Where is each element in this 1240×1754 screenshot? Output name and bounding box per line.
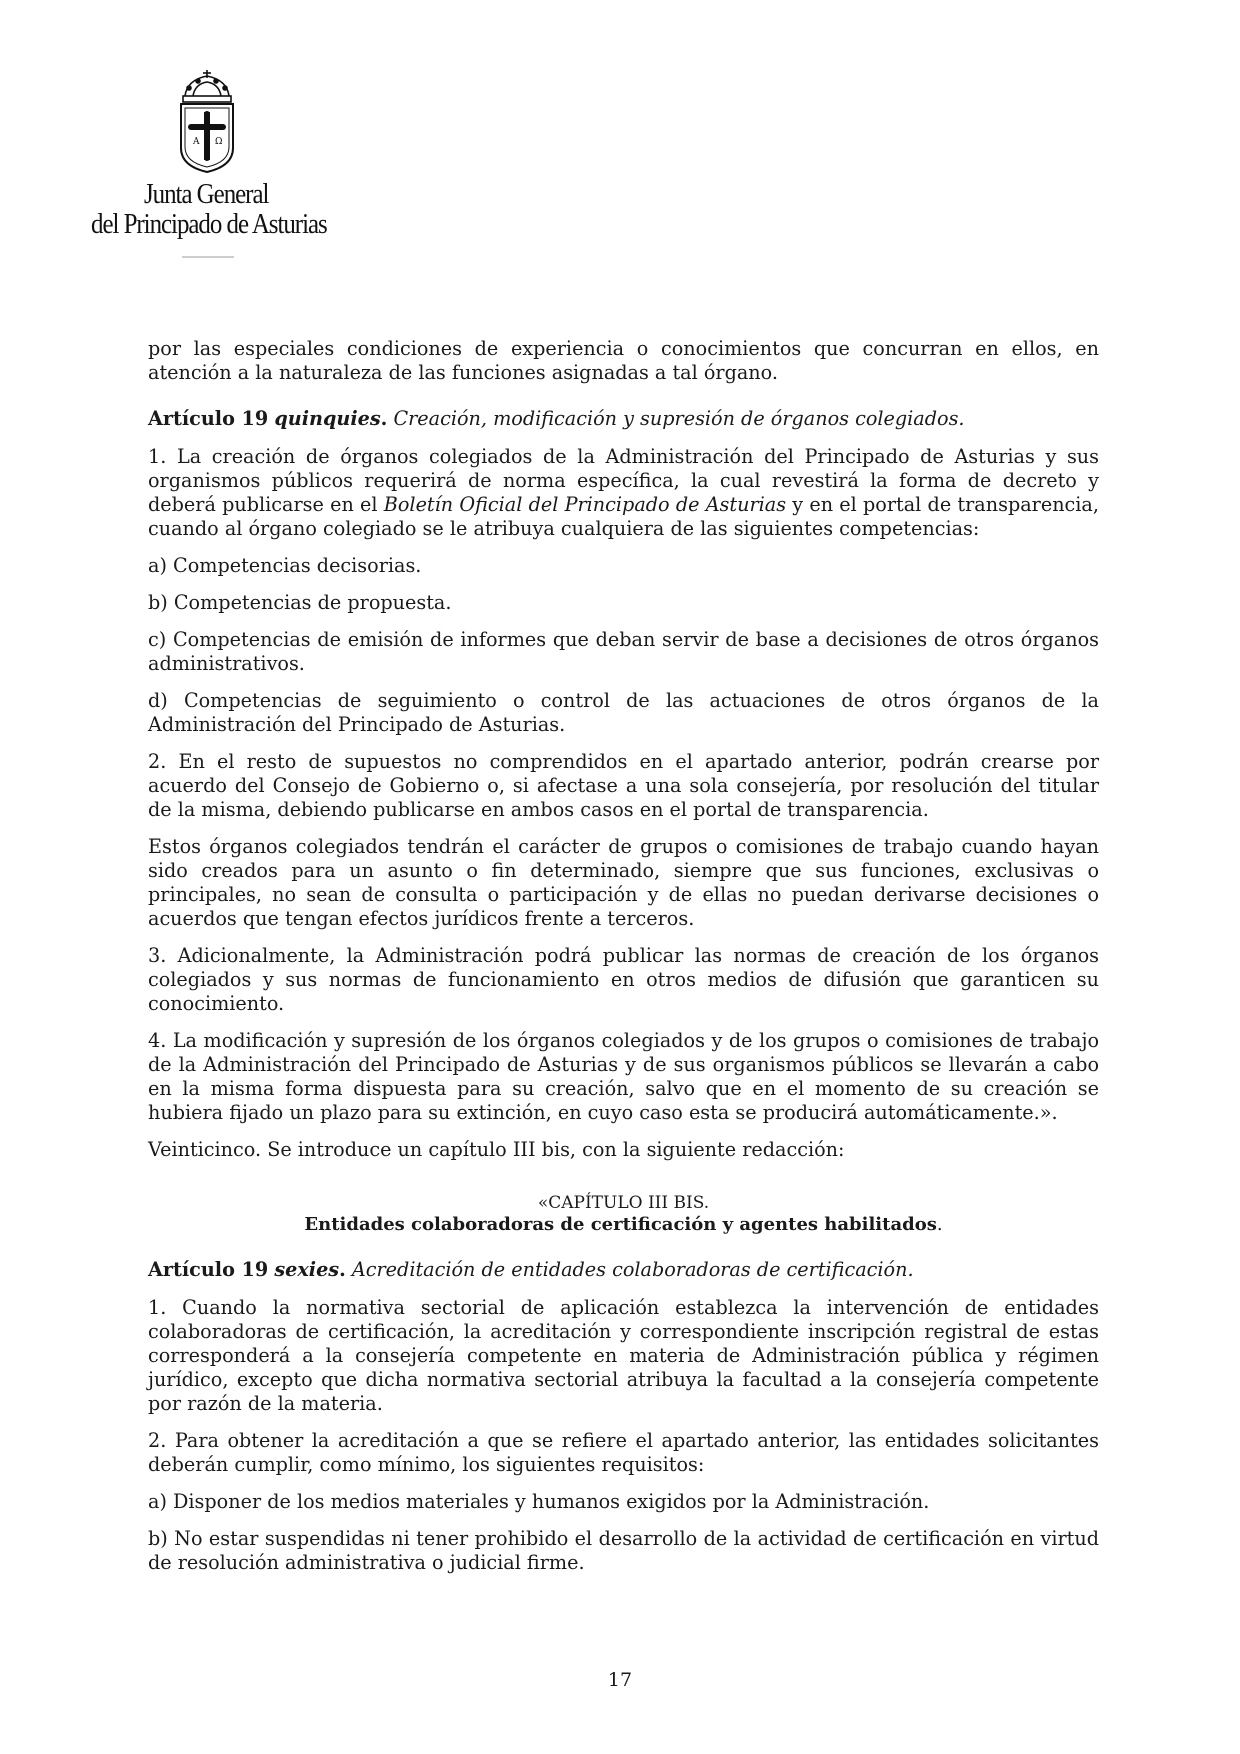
list-item-sexies-a: a) Disponer de los medios materiales y humanos exigidos por la Administración. <box>148 1490 930 1513</box>
paragraph-2: 2. En el resto de supuestos no comprendidos en el apartado anterior, podrán crearse por acuerdo del Consejo de Gobierno o, si afectase a una sola consejería, por resolución del titular de la misma, debiendo publicarse en ambos casos en el portal de transparencia. <box>148 750 1099 821</box>
paragraph-1-text-b: y en el portal de transparencia, cuando al órgano colegiado se le atribuya cualquiera de las siguientes competencias: <box>148 493 1099 540</box>
page-number: 17 <box>607 1669 633 1691</box>
article-suffix: quinquies <box>274 407 381 430</box>
paragraph-sexies-2: 2. Para obtener la acreditación a que se refiere el apartado anterior, las entidades solicitantes deberán cumplir, como mínimo, los siguientes requisitos: <box>148 1429 1099 1476</box>
paragraph-sexies-1: 1. Cuando la normativa sectorial de aplicación establezca la intervención de entidades colaboradoras de certificación, la acreditación y correspondiente inscripción registral de estas corresponderá a la consejería competente en materia de Administración pública y régimen jurídico, excepto que dicha normativa sectorial atribuya la facultad a la consejería competente por razón de la materia. <box>148 1296 1099 1415</box>
article-heading-quinquies <box>148 407 1099 431</box>
document-body <box>148 337 1099 1588</box>
list-item-d: d) Competencias de seguimiento o control de las actuaciones de otros órganos de la Administración del Principado de Asturias. <box>148 689 1099 736</box>
paragraph-1-text-a: 1. La creación de órganos colegiados de la Administración del Principado de Asturias y sus organismos públicos requerirá de norma específica, la cual revestirá la forma de decreto y deberá publicarse en el <box>148 445 1099 516</box>
article-dot: . <box>380 407 388 430</box>
list-item-b: b) Competencias de propuesta. <box>148 591 452 614</box>
paragraph-3: 3. Adicionalmente, la Administración podrá publicar las normas de creación de los órganos colegiados y sus normas de funcionamiento en otros medios de difusión que garanticen su conocimiento. <box>148 944 1099 1015</box>
coat-of-arms-icon <box>171 66 243 176</box>
list-item-a: a) Competencias decisorias. <box>148 554 422 577</box>
article-suffix: sexies <box>274 1258 340 1281</box>
paragraph-1 <box>148 445 1099 541</box>
article-label: Artículo 19 <box>148 407 269 430</box>
svg-text:A: A <box>193 137 200 147</box>
chapter-subtitle <box>148 1214 1099 1236</box>
list-item-c: c) Competencias de emisión de informes que deban servir de base a decisiones de otros órganos administrativos. <box>148 628 1099 675</box>
institution-name-line1: Junta General <box>144 178 269 210</box>
paragraph-veinticinco: Veinticinco. Se introduce un capítulo III bis, con la siguiente redacción: <box>148 1138 845 1161</box>
article-dot: . <box>339 1258 346 1281</box>
list-item-sexies-b: b) No estar suspendidas ni tener prohibido el desarrollo de la actividad de certificación en virtud de resolución administrativa o judicial firme. <box>148 1527 1099 1574</box>
svg-text:Ω: Ω <box>215 137 223 147</box>
paragraph-intro: por las especiales condiciones de experiencia o conocimientos que concurran en ellos, en atención a la naturaleza de las funciones asignadas a tal órgano. <box>148 337 1099 384</box>
paragraph-4: 4. La modificación y supresión de los órganos colegiados y de los grupos o comisiones de trabajo de la Administración del Principado de Asturias y de sus organismos públicos se llevarán a cabo en la misma forma dispuesta para su creación, salvo que en el momento de su creación se hubiera fijado un plazo para su extinción, en cuyo caso esta se producirá automáticamente.». <box>148 1029 1099 1124</box>
article-label: Artículo 19 <box>148 1258 269 1281</box>
institution-name-line2: del Principado de Asturias <box>91 208 327 240</box>
paragraph-2-continued: Estos órganos colegiados tendrán el carácter de grupos o comisiones de trabajo cuando hayan sido creados para un asunto o fin determinado, siempre que sus funciones, exclusivas o principales, no sean de consulta o participación y de ellas no puedan derivarse decisiones o acuerdos que tengan efectos jurídicos frente a terceros. <box>148 835 1099 930</box>
article-title: Acreditación de entidades colaboradoras de certificación. <box>351 1258 914 1281</box>
chapter-subtitle-text: Entidades colaboradoras de certificación y agentes habilitados <box>304 1214 937 1235</box>
article-heading-sexies <box>148 1258 1099 1282</box>
chapter-subtitle-dot: . <box>936 1214 943 1235</box>
paragraph-1-journal: Boletín Oficial del Principado de Asturias <box>383 493 787 516</box>
logo-divider <box>182 256 234 258</box>
article-title: Creación, modificación y supresión de órganos colegiados. <box>393 407 965 430</box>
chapter-title: «CAPÍTULO III BIS. <box>537 1193 710 1213</box>
